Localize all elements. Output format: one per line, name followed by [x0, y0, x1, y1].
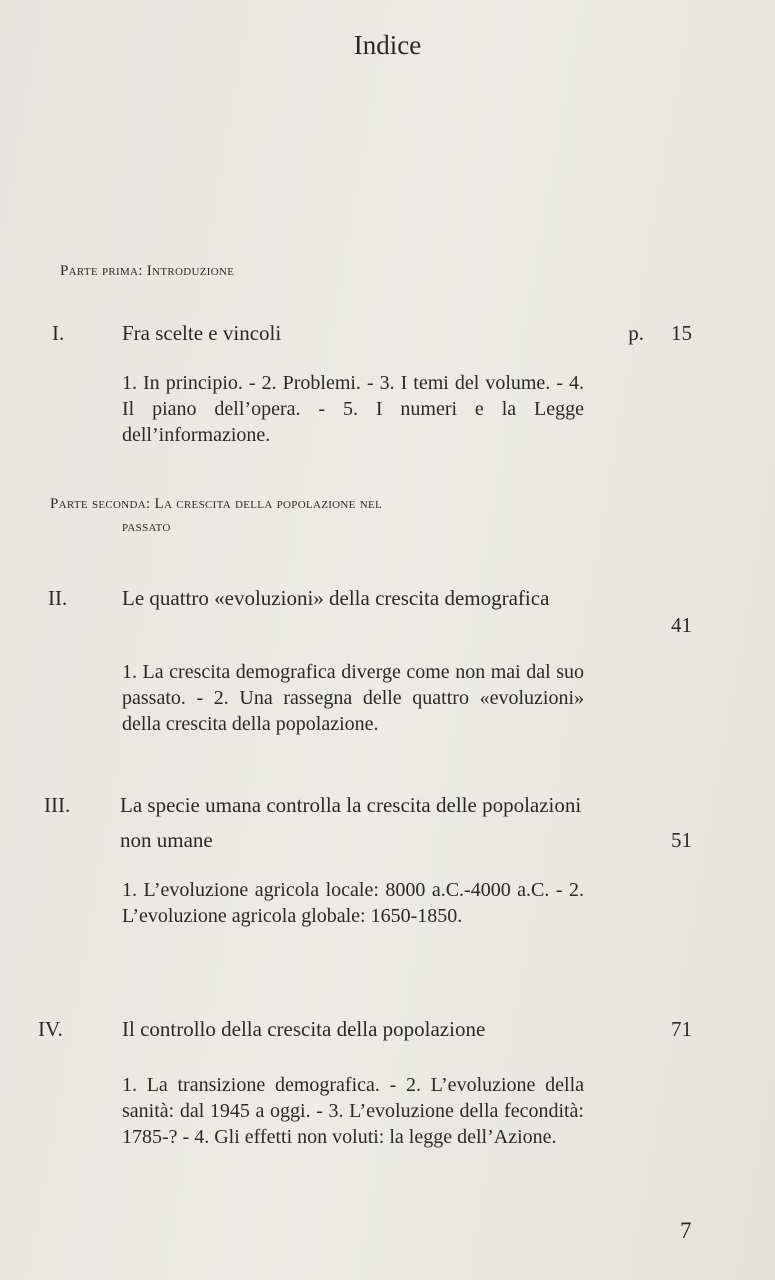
chapter-title: La specie umana controlla la crescita delle popolazioni non umane: [120, 793, 582, 852]
chapter-title: Le quattro «evoluzioni» della crescita demografica: [122, 586, 550, 610]
part-heading-1: Parte prima: Introduzione: [60, 263, 235, 279]
chapter-description: 1. La transizione demografica. - 2. L’evoluzione della sanità: dal 1945 a oggi. - 3. L’evoluzione della fecondità: 1785-? - 4. Gli effetti non voluti: la legge dell’Azione.: [122, 1074, 584, 1148]
part-heading-line: Parte seconda: La crescita della popolazione nel: [50, 496, 383, 512]
toc-entry-chapter-2[interactable]: [48, 585, 692, 641]
chapter-description: 1. In principio. - 2. Problemi. - 3. I temi del volume. - 4. Il piano dell’opera. - 5. I numeri e la Legge dell’informazione.: [122, 372, 584, 446]
chapter-numeral: III.: [44, 793, 71, 817]
chapter-page: 15: [671, 321, 692, 345]
part-heading-line: passato: [122, 519, 171, 535]
part-heading-2: [50, 496, 382, 536]
chapter-description: 1. La crescita demografica diverge come non mai dal suo passato. - 2. Una rassegna delle quattro «evoluzioni» della crescita della popolazione.: [122, 661, 584, 735]
chapter-page: 41: [671, 613, 692, 637]
chapter-page: 71: [671, 1017, 692, 1041]
toc-entry-chapter-3[interactable]: [44, 788, 692, 858]
chapter-numeral: I.: [52, 321, 65, 345]
chapter-description: 1. L’evoluzione agricola locale: 8000 a.C.-4000 a.C. - 2. L’evoluzione agricola globale: 1650-1850.: [122, 879, 584, 927]
chapter-page: 51: [671, 828, 692, 852]
page-title: Indice: [353, 30, 422, 60]
chapter-title: Il controllo della crescita della popolazione: [122, 1017, 486, 1041]
chapter-title: Fra scelte e vincoli: [122, 321, 282, 345]
page-number: 7: [680, 1218, 692, 1243]
toc-entry-chapter-4[interactable]: [38, 1016, 692, 1044]
page-prefix: p.: [628, 321, 644, 345]
chapter-numeral: IV.: [38, 1017, 63, 1041]
chapter-numeral: II.: [48, 586, 68, 610]
toc-entry-chapter-1[interactable]: [52, 320, 692, 348]
